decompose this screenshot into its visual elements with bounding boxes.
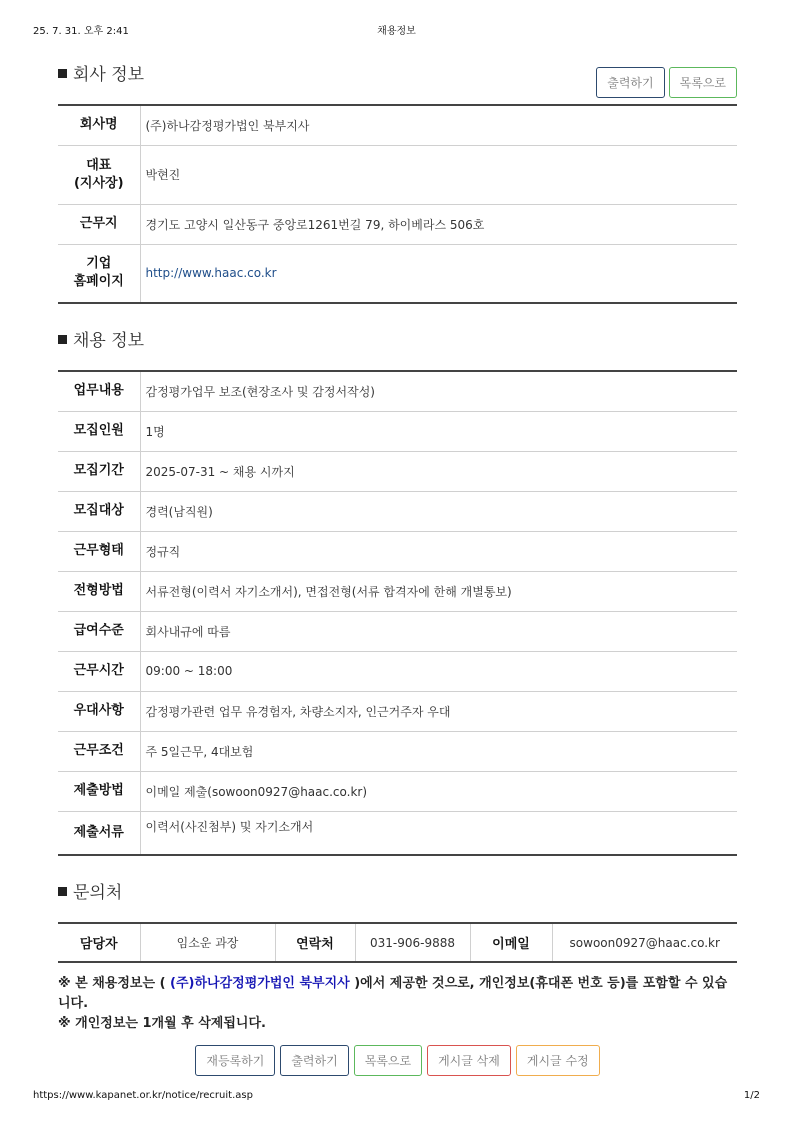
company-section-buttons: [596, 67, 737, 98]
workplace-value: 경기도 고양시 일산동구 중앙로1261번길 79, 하이베라스 506호: [140, 204, 737, 244]
row-value: 감정평가관련 업무 유경험자, 차량소지자, 인근거주자 우대: [140, 691, 737, 731]
table-row: [58, 411, 737, 451]
recruit-info-table: [58, 370, 737, 856]
square-bullet-icon: [58, 335, 67, 344]
notice-suffix: )에서 제공한 것으로, 개인정보(휴대폰 번호 등)를 포함할 수 있습니다.: [58, 976, 728, 1011]
row-label: 제출서류: [58, 811, 140, 855]
company-section-header: [58, 60, 737, 104]
privacy-notice: [58, 974, 737, 1034]
contact-section-header: [58, 878, 737, 922]
company-info-table: [58, 104, 737, 304]
row-label-line2: 홈페이지: [73, 274, 124, 290]
row-label: 모집기간: [58, 451, 140, 491]
table-row: [58, 204, 737, 244]
row-value: 서류전형(이력서 자기소개서), 면접전형(서류 합격자에 한해 개별통보): [140, 571, 737, 611]
contact-phone-label: 연락처: [275, 923, 355, 962]
row-label: 모집인원: [58, 411, 140, 451]
print-footer-url: https://www.kapanet.or.kr/notice/recruit.asp: [33, 1090, 253, 1101]
row-value: 1명: [140, 411, 737, 451]
recruit-section-header: [58, 326, 737, 370]
notice-line-2: ※ 개인정보는 1개월 후 삭제됩니다.: [58, 1016, 266, 1031]
notice-prefix: ※ 본 채용정보는 (: [58, 976, 171, 991]
row-value: 주 5일근무, 4대보험: [140, 731, 737, 771]
row-value: 이력서(사진첨부) 및 자기소개서: [145, 819, 314, 834]
row-label: 제출방법: [58, 771, 140, 811]
notice-company: (주)하나감정평가법인 북부지사: [170, 976, 350, 991]
table-row: [58, 571, 737, 611]
contact-section-heading: 문의처: [73, 883, 123, 903]
contact-section-title: [58, 878, 122, 903]
list-button[interactable]: 목록으로: [669, 67, 737, 98]
row-label: 근무형태: [58, 531, 140, 571]
recruit-section-heading: 채용 정보: [73, 331, 145, 351]
table-row: [58, 105, 737, 145]
row-value: 감정평가업무 보조(현장조사 및 감정서작성): [140, 371, 737, 411]
print-doc-title: 채용정보: [377, 26, 416, 37]
row-value: 회사내규에 따름: [140, 611, 737, 651]
print-datetime: 25. 7. 31. 오후 2:41: [33, 26, 129, 37]
table-row: [58, 731, 737, 771]
list-button-bottom[interactable]: 목록으로: [354, 1045, 422, 1076]
table-row: [58, 491, 737, 531]
homepage-cell: [140, 244, 737, 303]
print-page-number: 1/2: [743, 1090, 760, 1101]
table-row: [58, 244, 737, 303]
row-label: 근무지: [58, 204, 140, 244]
print-button-bottom[interactable]: 출력하기: [280, 1045, 348, 1076]
contact-phone-value: 031-906-9888: [355, 923, 470, 962]
row-label: 회사명: [58, 105, 140, 145]
print-button[interactable]: 출력하기: [596, 67, 664, 98]
row-label: [58, 145, 140, 204]
table-row: [58, 371, 737, 411]
row-label: 급여수준: [58, 611, 140, 651]
row-label: 근무조건: [58, 731, 140, 771]
delete-post-button[interactable]: 게시글 삭제: [427, 1045, 511, 1076]
notice-line-1: [58, 974, 737, 1014]
row-value: 정규직: [140, 531, 737, 571]
homepage-link[interactable]: http://www.haac.co.kr: [145, 266, 277, 281]
square-bullet-icon: [58, 69, 67, 78]
edit-post-button[interactable]: 게시글 수정: [516, 1045, 600, 1076]
print-header: [33, 22, 760, 36]
row-value: 09:00 ~ 18:00: [140, 651, 737, 691]
contact-table: [58, 922, 737, 963]
row-label-line1: 기업: [86, 256, 112, 272]
row-label: 전형방법: [58, 571, 140, 611]
company-name-value: (주)하나감정평가법인 북부지사: [140, 105, 737, 145]
row-label-line1: 대표: [86, 157, 112, 173]
company-section-title: [58, 60, 144, 85]
bottom-button-bar: [58, 1045, 737, 1076]
row-label: 근무시간: [58, 651, 140, 691]
contact-person-label: 담당자: [58, 923, 140, 962]
table-row: [58, 531, 737, 571]
row-value: 2025-07-31 ~ 채용 시까지: [140, 451, 737, 491]
row-value: 경력(남직원): [140, 491, 737, 531]
table-row: [58, 811, 737, 855]
table-row: [58, 611, 737, 651]
row-label-line2: (지사장): [73, 175, 124, 191]
table-row: [58, 145, 737, 204]
table-row: [58, 451, 737, 491]
company-section-heading: 회사 정보: [73, 65, 145, 85]
contact-person-value: 임소운 과장: [140, 923, 275, 962]
print-footer: [33, 1090, 760, 1104]
recruit-section-title: [58, 326, 144, 351]
contact-email-label: 이메일: [470, 923, 552, 962]
row-label: 업무내용: [58, 371, 140, 411]
table-row: [58, 771, 737, 811]
row-label: 모집대상: [58, 491, 140, 531]
representative-value: 박현진: [140, 145, 737, 204]
table-row: [58, 691, 737, 731]
table-row: [58, 651, 737, 691]
main-content: [58, 60, 737, 1076]
row-label: [58, 244, 140, 303]
square-bullet-icon: [58, 887, 67, 896]
re-register-button[interactable]: 재등록하기: [195, 1045, 275, 1076]
row-value: 이메일 제출(sowoon0927@haac.co.kr): [140, 771, 737, 811]
contact-email-value: sowoon0927@haac.co.kr: [569, 935, 720, 950]
row-label: 우대사항: [58, 691, 140, 731]
table-row: [58, 923, 737, 962]
